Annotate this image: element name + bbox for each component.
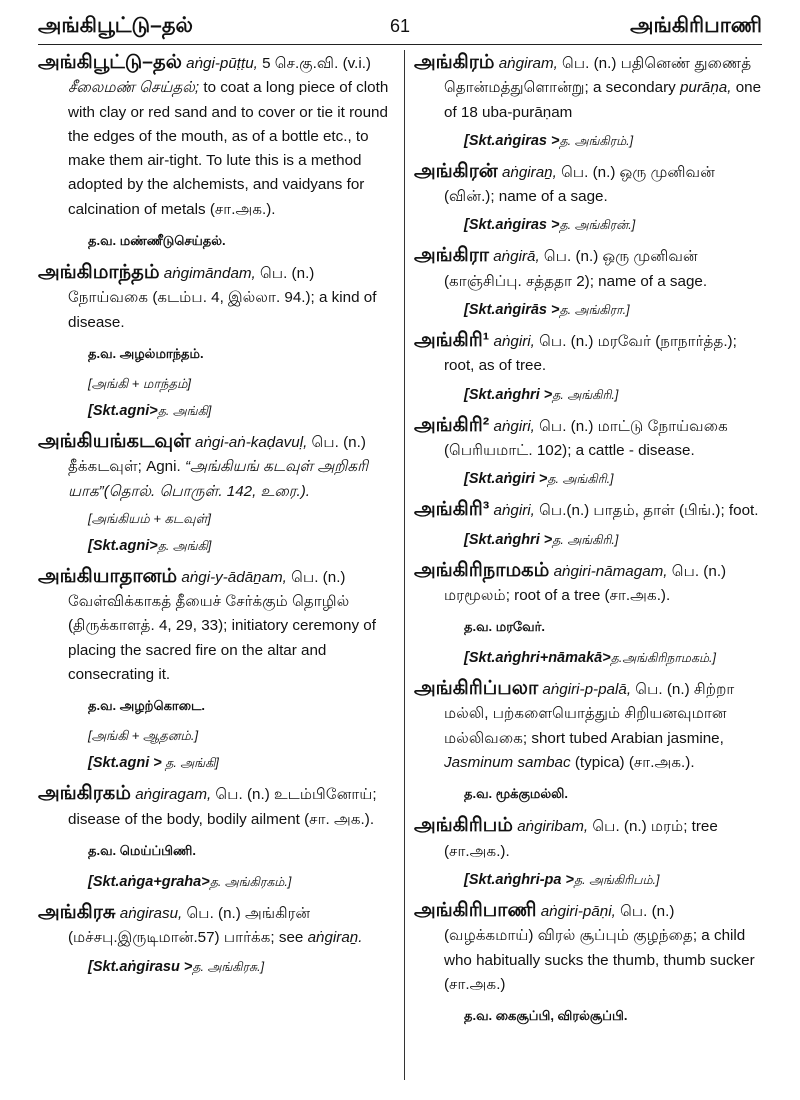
transliteration: aṅgimāndam,	[163, 265, 256, 283]
headword: அங்கியங்கடவுள்	[38, 429, 191, 452]
transliteration: aṅgiram,	[498, 55, 558, 72]
dictionary-entry	[414, 558, 762, 609]
dictionary-entry	[414, 676, 762, 775]
headword: அங்கிரகம்	[38, 782, 131, 805]
dictionary-entry	[38, 781, 396, 832]
entry-definition: பெ. (n.) உடம்பினோய்; disease of the body, bodily ailment (சா. அக.).	[68, 786, 377, 828]
etymology-sanskrit	[464, 646, 762, 670]
dictionary-entry	[38, 429, 396, 504]
etymology-sanskrit	[88, 534, 396, 558]
etymology-sanskrit	[464, 383, 762, 407]
transliteration: aṅgiri-nāmagam,	[553, 562, 668, 580]
column-divider	[404, 50, 405, 1080]
entry-definition: 5 செ.கு.வி. (v.i.)	[257, 55, 371, 72]
etymology-source: [Skt.aṅghri >	[464, 531, 553, 548]
entry-italic: aṅgiraṉ.	[307, 929, 363, 947]
etymology-sanskrit	[464, 129, 762, 153]
headword: அங்கிரிபாணி	[414, 898, 537, 921]
headword: அங்கியாதானம்	[38, 564, 178, 587]
entry-definition-cont: (typica) (சா.அக.).	[570, 754, 695, 772]
etymology-source: [Skt.agni>	[88, 537, 158, 554]
transliteration: aṅgiri-pāṇi,	[540, 902, 616, 920]
transliteration: aṅgiri,	[493, 502, 535, 520]
entry-definition: பெ. (n.) (வழக்கமாய்) விரல் சூப்பும் குழந்தை; a child who habitually sucks the thumb, thumb sucker (சா.அக.)	[444, 902, 755, 993]
dictionary-entry	[414, 159, 762, 210]
running-head-right: அங்கிரிபாணி	[630, 14, 762, 37]
etymology-source: [Skt.aṅghri >	[464, 386, 553, 403]
entry-definition: பெ. (n.) சிற்றா மல்லி, பற்களையொத்தும் சிறியனவுமான மல்லிவகை; short tubed Arabian jasmine,	[444, 681, 735, 747]
dictionary-entry	[414, 328, 762, 379]
etymology-sanskrit	[88, 751, 396, 775]
etymology-target: த. அங்கிரி.]	[552, 532, 619, 547]
entry-definition: பெ. (n.) மாட்டு நோய்வகை (பெரியமாட். 102); a cattle - disease.	[444, 417, 728, 459]
dictionary-entry	[414, 813, 762, 864]
transliteration: aṅgiribam,	[517, 818, 589, 836]
etymology-sanskrit	[88, 955, 396, 979]
headword: அங்கிரி¹	[414, 329, 490, 352]
entry-definition: பெ. (n.) ஒரு முனிவன் (வின்.); name of a sage.	[444, 163, 715, 206]
dictionary-entry	[38, 260, 396, 335]
etymology-target: த. அங்கிரிபம்.]	[573, 872, 660, 887]
etymology-target: த. அங்கி]	[157, 403, 212, 418]
etymology-target: த. அங்கிரி.]	[547, 472, 614, 487]
etymology-source: [Skt.aṅgiras >	[464, 217, 560, 234]
right-column	[414, 50, 762, 1035]
etymology-source: [Skt.aṅgirasu >	[88, 958, 193, 975]
etymology-sanskrit	[464, 298, 762, 322]
headword: அங்கிரி³	[414, 498, 490, 521]
entry-definition: பெ. (n.) வேள்விக்காகத் தீயைச் சேர்க்கும் தொழில் (திருக்காளத். 4, 29, 33); initiatory ceremony of placing the sacred fire on the altar and consecrating it.	[68, 568, 376, 684]
entry-italic: Jasminum sambac	[444, 754, 571, 772]
transliteration: aṅgi-pūṭṭu,	[186, 55, 258, 72]
etymology-source: [Skt.aṅgirās >	[464, 302, 560, 319]
entry-italic: “அங்கியங் கடவுள் அறிகரி யாக”(தொல். பொருள். 142, உரை.).	[68, 458, 369, 500]
etymology-source: [Skt.aṅghri-pa >	[464, 871, 574, 888]
etymology-target: த. அங்கிரி.]	[552, 387, 619, 402]
etymology-target: த. அங்கிரசு.]	[192, 959, 265, 974]
tamil-equivalent: த.வ. மண்ணீடுசெய்தல்.	[88, 233, 226, 249]
headword: அங்கிரன்	[414, 159, 498, 182]
entry-italic: purāṇa,	[679, 79, 732, 97]
etymology-source: [Skt.aṅgiri >	[464, 471, 548, 488]
transliteration: aṅgiragam,	[135, 786, 212, 804]
headword: அங்கிரிப்பலா	[414, 677, 539, 700]
etymology-sanskrit	[464, 213, 762, 237]
tamil-equivalent: த.வ. கைசூப்பி, விரல்சூப்பி.	[464, 1008, 628, 1024]
headword: அங்கிரிநாமகம்	[414, 558, 550, 581]
dictionary-entry	[414, 898, 762, 997]
headword: அங்கிமாந்தம்	[38, 261, 160, 284]
dictionary-entry	[38, 900, 396, 951]
etymology-source: [Skt.aṅgiras >	[464, 132, 560, 149]
page-header	[38, 8, 762, 45]
headword: அங்கிபூட்டு–தல்	[38, 51, 182, 73]
tamil-equivalent: த.வ. மரவேர்.	[464, 619, 545, 635]
etymology-sanskrit	[88, 870, 396, 894]
transliteration: aṅgiri,	[493, 333, 535, 351]
etymology-source: [Skt.agni>	[88, 402, 158, 419]
etymology-target: த. அங்கிரம்.]	[559, 133, 634, 148]
transliteration: aṅgiraṉ,	[501, 163, 557, 181]
entry-definition: பெ. (n.) மரவேர் (நாநார்த்த.); root, as of tree.	[444, 333, 737, 375]
entry-definition: பெ. (n.) நோய்வகை (கடம்ப. 4, இல்லா. 94.); a kind of disease.	[68, 265, 377, 331]
transliteration: aṅgiri-p-palā,	[542, 681, 632, 699]
entry-definition: பெ. (n.) தீக்கடவுள்; Agni.	[68, 433, 366, 476]
tamil-equivalent: த.வ. அழற்கொடை.	[88, 698, 205, 714]
entry-definition: பெ.(n.) பாதம், தாள் (பிங்.); foot.	[534, 502, 759, 520]
transliteration: aṅgi-aṅ-kaḍavuḷ,	[195, 433, 308, 451]
entry-definition-cont: one of 18 uba-purāṇam	[444, 79, 762, 121]
entry-definition: பெ. (n.) மரம்; tree (சா.அக.).	[444, 818, 718, 860]
running-head-left: அங்கிபூட்டு–தல்	[38, 14, 193, 37]
tamil-equivalent: த.வ. அழல்மாந்தம்.	[88, 345, 204, 361]
entry-definition: பெ. (n.) ஒரு முனிவன் (காஞ்சிப்பு. சத்ததா 2); name of a sage.	[444, 248, 708, 290]
headword: அங்கிரம்	[414, 51, 495, 73]
etymology-source: [Skt.aṅga+graha>	[88, 873, 210, 890]
entry-definition-cont: to coat a long piece of cloth with clay or red sand and to cover or tie it round the edges of the mouth, as of a bottle etc., to make them air-tight. To lute this is a method adopted by the alchemists, and vaidyans for calcination of metals (சா.அக.).	[68, 79, 389, 218]
dictionary-entry	[38, 564, 396, 687]
etymology-sanskrit	[464, 467, 762, 491]
entry-definition: பெ. (n.) பதினெண் துணைத் தொன்மத்துளொன்று; a secondary	[444, 55, 752, 97]
etymology-compound: [அங்கி + ஆதனம்.]	[88, 728, 199, 744]
tamil-equivalent: த.வ. மூக்குமல்லி.	[464, 786, 569, 802]
headword: அங்கிரிபம்	[414, 814, 513, 837]
etymology-target: த. அங்கிரகம்.]	[209, 874, 292, 889]
headword: அங்கிரசு	[38, 900, 116, 923]
dictionary-entry	[414, 497, 762, 523]
headword: அங்கிரா	[414, 244, 489, 267]
etymology-target: த. அங்கிரன்.]	[559, 218, 636, 233]
transliteration: aṅgirasu,	[119, 904, 183, 922]
dictionary-entry	[414, 50, 762, 125]
etymology-sanskrit	[88, 399, 396, 423]
etymology-target: த. அங்கி]	[157, 538, 212, 553]
left-column	[38, 50, 396, 985]
etymology-compound: [அங்கி + மாந்தம்]	[88, 375, 192, 391]
page-number: 61	[389, 16, 411, 36]
transliteration: aṅgi-y-ādāṉam,	[181, 568, 287, 586]
transliteration: aṅgiri,	[493, 417, 535, 435]
dictionary-entry	[38, 50, 396, 222]
etymology-source: [Skt.aṅghri+nāmakā>	[464, 650, 611, 667]
etymology-sanskrit	[464, 528, 762, 552]
etymology-source: [Skt.agni >	[88, 755, 162, 772]
entry-definition: பெ. (n.) அங்கிரன் (மச்சபு.இருடிமான்.57) பார்க்க; see	[68, 904, 311, 947]
transliteration: aṅgirā,	[493, 248, 540, 266]
etymology-target: த. அங்கி]	[161, 756, 219, 771]
etymology-sanskrit	[464, 868, 762, 892]
headword: அங்கிரி²	[414, 413, 490, 436]
entry-definition: பெ. (n.) மரமூலம்; root of a tree (சா.அக.).	[444, 562, 727, 604]
entry-italic: சீலைமண் செய்தல்;	[68, 79, 200, 97]
etymology-target: த. அங்கிரா.]	[559, 303, 630, 318]
tamil-equivalent: த.வ. மெய்ப்பிணி.	[88, 842, 196, 858]
dictionary-entry	[414, 243, 762, 294]
dictionary-entry	[414, 413, 762, 464]
etymology-compound: [அங்கியம் + கடவுள்]	[88, 510, 211, 526]
etymology-target: த.அங்கிரிநாமகம்.]	[610, 651, 716, 666]
